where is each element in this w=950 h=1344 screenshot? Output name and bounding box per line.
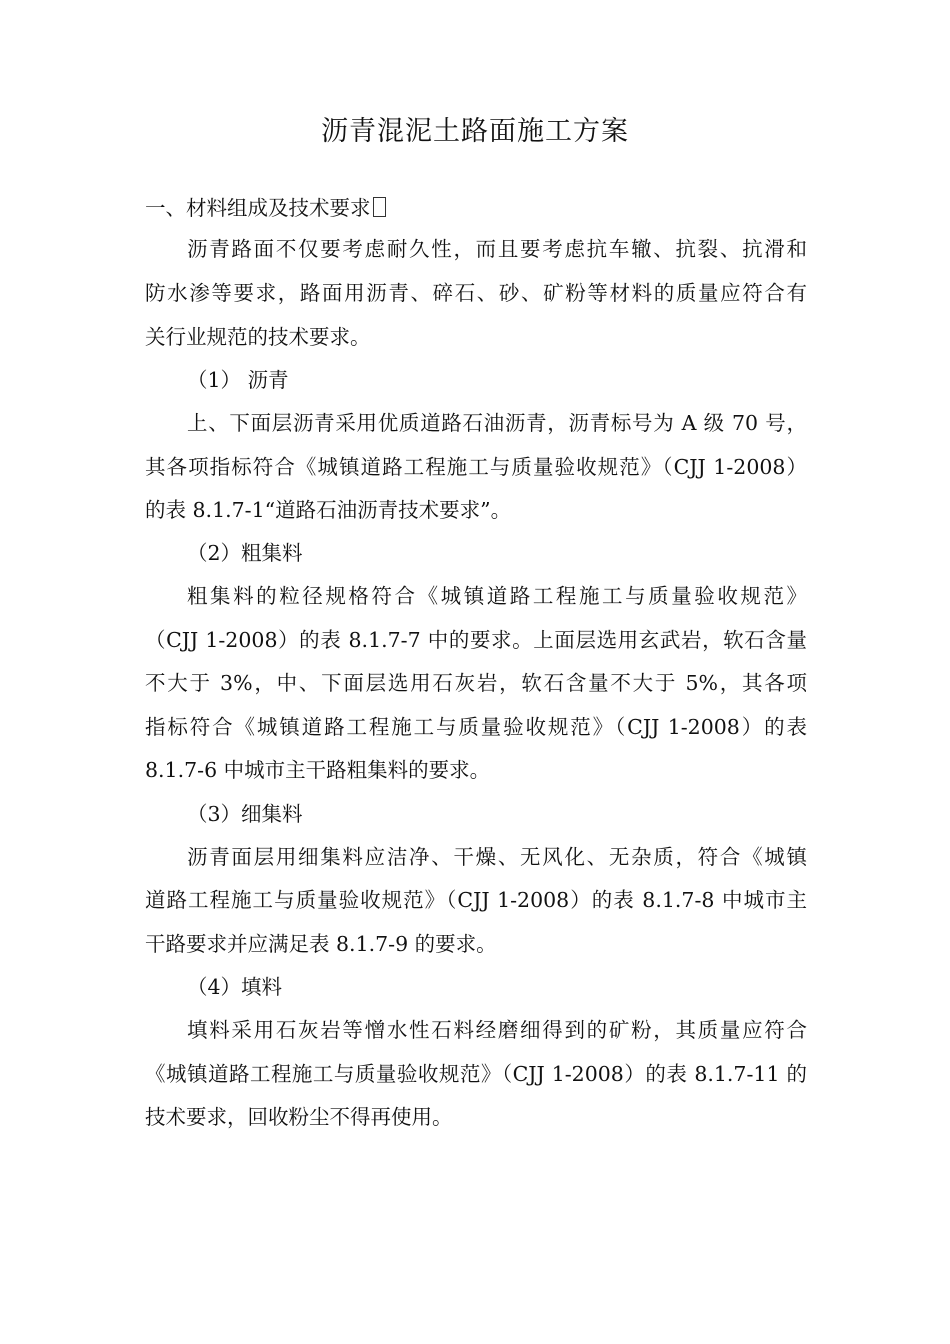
paragraph-line: 沥青面层用细集料应洁净、干燥、无风化、无杂质，符合《城镇: [187, 845, 807, 869]
paragraph-line: 技术要求，回收粉尘不得再使用。: [145, 1105, 453, 1129]
paragraph-line: 粗集料的粒径规格符合《城镇道路工程施工与质量验收规范》: [187, 584, 807, 608]
paragraph-line: 沥青路面不仅要考虑耐久性，而且要考虑抗车辙、抗裂、抗滑和: [187, 237, 807, 261]
subsection-title: （3）细集料: [187, 802, 303, 826]
document-title: 沥青混泥土路面施工方案: [321, 116, 629, 147]
paragraph-line: 干路要求并应满足表 8.1.7-9 的要求。: [145, 932, 497, 956]
paragraph-line: 《城镇道路工程施工与质量验收规范》（CJJ 1-2008）的表 8.1.7-11 的: [145, 1062, 807, 1086]
paragraph-line: 道路工程施工与质量验收规范》（CJJ 1-2008）的表 8.1.7-8 中城市主: [145, 888, 807, 912]
section-heading-text: 一、材料组成及技术要求: [145, 196, 371, 220]
paragraph-line: 其各项指标符合《城镇道路工程施工与质量验收规范》（CJJ 1-2008）: [145, 455, 807, 479]
paragraph-line: 不大于 3%，中、下面层选用石灰岩，软石含量不大于 5%，其各项: [145, 671, 807, 695]
missing-glyph-box: [373, 197, 386, 217]
subsection-title: （1） 沥青: [187, 368, 289, 392]
paragraph-line: 的表 8.1.7-1“道路石油沥青技术要求”。: [145, 498, 512, 522]
paragraph-line: 填料采用石灰岩等憎水性石料经磨细得到的矿粉，其质量应符合: [187, 1018, 807, 1042]
paragraph-line: 关行业规范的技术要求。: [145, 325, 371, 349]
subsection-title: （2）粗集料: [187, 541, 303, 565]
section-heading: [145, 193, 386, 223]
paragraph-line: 指标符合《城镇道路工程施工与质量验收规范》（CJJ 1-2008）的表: [145, 715, 807, 739]
subsection-title: （4）填料: [187, 975, 283, 999]
paragraph-line: 上、下面层沥青采用优质道路石油沥青，沥青标号为 A 级 70 号，: [187, 411, 807, 435]
paragraph-line: （CJJ 1-2008）的表 8.1.7-7 中的要求。上面层选用玄武岩，软石含量: [145, 628, 807, 652]
paragraph-line: 8.1.7-6 中城市主干路粗集料的要求。: [145, 758, 491, 782]
paragraph-line: 防水渗等要求，路面用沥青、碎石、砂、矿粉等材料的质量应符合有: [145, 281, 807, 305]
